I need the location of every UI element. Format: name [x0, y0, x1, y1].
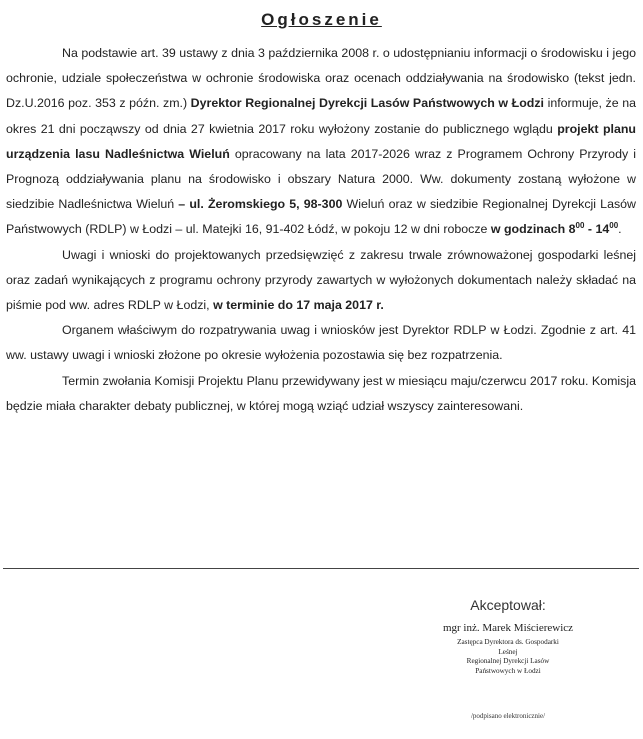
hours-label: w godzinach 8 — [490, 222, 576, 237]
paragraph-4: Termin zwołania Komisji Projektu Planu przewidywany jest w miesiącu maju/czerwcu 2017 roku. Komisja będzie miała charakter debaty publicznej, w której mogą wziąć udział wszyscy zainteresowani. — [6, 373, 636, 413]
signer-role — [388, 638, 628, 676]
signed-electronically-note: /podpisano elektronicznie/ — [470, 712, 546, 720]
role-line: Zastępca Dyrektora ds. Gospodarki — [457, 638, 559, 646]
hours-superscript: 00 — [575, 221, 585, 231]
paragraph-3: Organem właściwym do rozpatrywania uwag i wniosków jest Dyrektor RDLP w Łodzi. Zgodnie z art. 41 ww. ustawy uwagi i wnioski złożone po okresie wyłożenia pozostawia się bez rozpatrzenia. — [6, 323, 636, 363]
page-title: Ogłoszenie — [261, 10, 382, 29]
signer-name: mgr inż. Marek Miścierewicz — [442, 622, 574, 634]
address: – ul. Żeromskiego 5, 98-300 — [178, 197, 343, 212]
announcement-body — [6, 41, 636, 419]
role-line: Państwowych w Łodzi — [475, 666, 541, 675]
divider — [3, 568, 639, 569]
hours-superscript: 00 — [609, 221, 619, 231]
paragraph-1 — [6, 41, 636, 243]
text: Wieluń oraz w siedzibie Regionalnej Dyrekcji Lasów Państwowych (RDLP) w Łodzi – ul. Matejki 16, 91-402 Łódź, w pokoju 12 w dni robocze — [6, 197, 636, 237]
text: Na podstawie art. 39 ustawy z dnia 3 października 2008 r. o udostępnianiu informacji o środowisku i jego ochronie, udziale społeczeństwa w ochronie środowiska oraz ocenach oddziaływania na środowisko (tekst jedn. Dz.U.2016 poz. 353 z późn. zm.) — [6, 46, 636, 111]
accepted-label: Akceptował: — [470, 597, 546, 613]
authority-name: Dyrektor Regionalnej Dyrekcji Lasów Państwowych w Łodzi — [190, 96, 544, 111]
hours-end: - 14 — [584, 222, 610, 237]
role-line: Leśnej — [498, 647, 518, 656]
plan-name: projekt planu urządzenia lasu Nadleśnictwa Wieluń — [6, 121, 636, 161]
text: . — [618, 222, 622, 237]
deadline: w terminie do 17 maja 2017 r. — [213, 298, 384, 313]
text: Uwagi i wnioski do projektowanych przedsięwzięć z zakresu trwale zrównoważonej gospodarki leśnej oraz zadań wynikających z programu ochrony przyrody zawartych w wyłożonych dokumentach należy składać na piśmie pod ww. adres RDLP w Łodzi, — [6, 247, 636, 313]
text: informuje, że na okres 21 dni począwszy od dnia 27 kwietnia 2017 roku wyłożony zostanie do publicznego wglądu — [6, 96, 636, 136]
role-line: Regionalnej Dyrekcji Lasów — [466, 657, 550, 666]
paragraph-2 — [6, 243, 636, 319]
text: opracowany na lata 2017-2026 wraz z Programem Ochrony Przyrody i Prognozą oddziaływania planu na środowisko i obszary Natura 2000. Ww. dokumenty zostaną wyłożone w siedzibie Nadleśnictwa Wieluń — [6, 146, 636, 212]
